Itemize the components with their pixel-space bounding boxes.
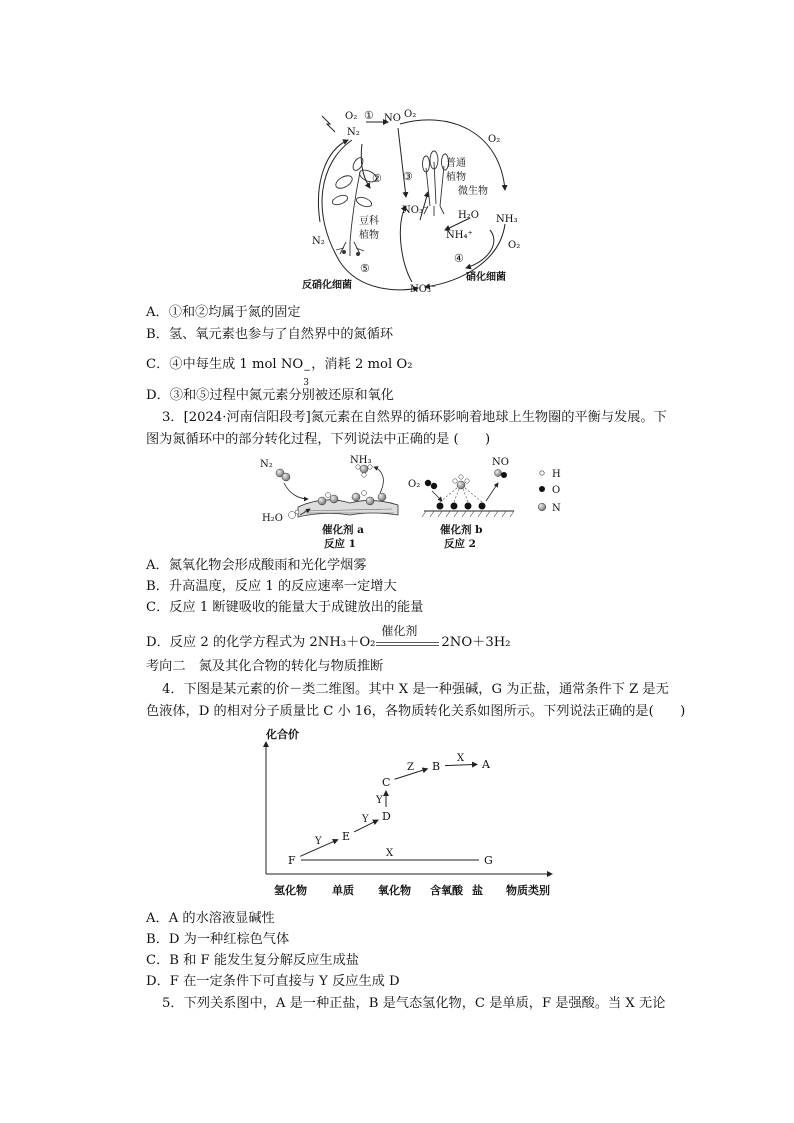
- step-2-label: ②: [372, 172, 382, 185]
- hydrogen-legend-icon: [540, 471, 544, 475]
- nitrogen-legend-icon: [538, 503, 546, 511]
- node-a: A: [482, 758, 490, 771]
- catalyst-a-label: 催化剂 a: [322, 524, 364, 536]
- catalyst-reaction-figure: [254, 455, 574, 551]
- option-c-text: C．④中每生成 1 mol NO: [146, 357, 304, 372]
- plant-label: 植物: [446, 172, 466, 183]
- microbe-label: 微生物: [458, 186, 488, 197]
- option-b: B．氢、氧元素也参与了自然界中的氮循环: [146, 327, 394, 342]
- catalyst-b-label: 催化剂 b: [440, 524, 483, 536]
- option-d: [146, 624, 511, 652]
- equals-arrow-icon: [375, 641, 441, 647]
- catalyst-condition: 催化剂: [381, 624, 418, 638]
- legume-label: 豆科: [359, 216, 379, 227]
- reaction-1-label: 反应 1: [324, 538, 356, 550]
- nitrate-label: NO₃⁻: [410, 284, 437, 295]
- edge-label: Y: [376, 795, 383, 806]
- reaction-2-label: 反应 2: [444, 538, 476, 550]
- node-b: B: [432, 760, 441, 773]
- x-axis-label: 物质类别: [506, 884, 550, 897]
- node-c: C: [382, 776, 391, 789]
- option-c: C．反应 1 断键吸收的能量大于成键放出的能量: [146, 600, 424, 615]
- plant-label: 普通: [446, 158, 466, 169]
- y-axis-label: 化合价: [266, 728, 299, 741]
- node-e: E: [342, 830, 351, 843]
- option-d-text: D．反应 2 的化学方程式为 2NH₃＋O₂: [146, 635, 376, 650]
- o2-label: O₂: [404, 109, 417, 120]
- step-1-label: ①: [364, 109, 374, 122]
- ammonia-label: NH₃: [496, 214, 518, 225]
- legume-label: 植物: [359, 230, 379, 241]
- edge-label: Z: [407, 762, 414, 773]
- step-5-label: ⑤: [360, 262, 370, 275]
- edge-label: X: [386, 848, 394, 859]
- edge-label: Y: [362, 814, 369, 825]
- option-d-text-end: 2NO＋3H₂: [441, 635, 511, 650]
- step-3-label: ③: [403, 170, 413, 183]
- option-a: A．A 的水溶液显碱性: [146, 911, 275, 926]
- n2-label: N₂: [260, 459, 273, 470]
- nitrate-label: NO₃⁻: [402, 205, 429, 216]
- node-d: D: [382, 810, 391, 823]
- ammonia-label: NH₃: [350, 455, 372, 466]
- option-c-text-end: ，消耗 2 mol O₂: [311, 357, 413, 372]
- node-f: F: [288, 854, 296, 867]
- category-tick-label: 含氧酸: [430, 884, 463, 897]
- no-label: NO: [384, 113, 401, 124]
- question-3-stem: 3．[2024·河南信阳段考]氮元素在自然界的循环影响着地球上生物圈的平衡与发展。下: [162, 410, 667, 425]
- question-4-stem: 4．下图是某元素的价－类二维图。其中 X 是一种强碱，G 为正盐，通常条件下 Z 是无: [162, 682, 669, 697]
- legend-h: H: [552, 469, 561, 480]
- o2-label: O₂: [488, 134, 501, 145]
- ammonium-label: NH₄⁺: [446, 230, 473, 241]
- question-3-stem: 图为氮循环中的部分转化过程，下列说法中正确的是 ( ): [146, 432, 491, 447]
- option-c-charge: −: [303, 366, 311, 376]
- legend-o: O: [552, 485, 561, 496]
- option-c-subscript: 3: [303, 378, 309, 388]
- water-label: H₂O: [458, 210, 479, 221]
- denitrifying-bacteria-label: 反硝化细菌: [302, 280, 352, 291]
- option-c: C．B 和 F 能发生复分解反应生成盐: [146, 953, 359, 968]
- option-a: A．①和②均属于氮的固定: [146, 305, 301, 320]
- option-c: [146, 356, 413, 388]
- oxygen-legend-icon: [539, 486, 545, 492]
- option-b: B．升高温度，反应 1 的反应速率一定增大: [146, 579, 397, 594]
- o2-label: O₂: [508, 240, 521, 251]
- nitrogen-cycle-diagram: [300, 102, 530, 296]
- valence-class-diagram: [252, 726, 572, 902]
- legend-n: N: [552, 503, 561, 514]
- valence-class-chart: [252, 726, 572, 902]
- category-tick-label: 单质: [332, 884, 354, 897]
- n2-label: N₂: [347, 127, 360, 138]
- section-heading: 考向二 氮及其化合物的转化与物质推断: [146, 659, 384, 674]
- catalyst-reaction-diagram: [254, 455, 574, 551]
- category-tick-label: 氧化物: [378, 884, 411, 897]
- option-b: B．D 为一种红棕色气体: [146, 932, 290, 947]
- catalyst-b-surface: [422, 475, 514, 517]
- option-d: D．③和⑤过程中氮元素分别被还原和氧化: [146, 388, 394, 403]
- option-a: A．氮氧化物会形成酸雨和光化学烟雾: [146, 558, 367, 573]
- no-label: NO: [492, 457, 509, 468]
- edge-label: Y: [315, 836, 322, 847]
- question-5-stem: 5．下列关系图中，A 是一种正盐，B 是气态氢化物，C 是单质，F 是强酸。当 X 无论: [162, 996, 666, 1011]
- category-tick-label: 盐: [472, 884, 483, 897]
- water-label: H₂O: [262, 513, 283, 524]
- o2-label: O₂: [345, 111, 358, 122]
- nitrogen-cycle-figure: [300, 102, 530, 296]
- catalyst-a-surface: [298, 491, 398, 518]
- question-4-stem: 色液体，D 的相对分子质量比 C 小 16，各物质转化关系如图所示。下列说法正确的是( ): [146, 704, 686, 719]
- edge-label: X: [457, 753, 465, 764]
- option-d: D．F 在一定条件下可直接与 Y 反应生成 D: [146, 974, 400, 989]
- category-tick-label: 氢化物: [274, 884, 307, 897]
- n2-label: N₂: [312, 236, 325, 247]
- node-g: G: [484, 854, 493, 867]
- o2-label: O₂: [408, 479, 421, 490]
- step-4-label: ④: [454, 252, 464, 265]
- nitrifying-bacteria-label: 硝化细菌: [466, 272, 506, 283]
- edge-b-a: [445, 764, 477, 765]
